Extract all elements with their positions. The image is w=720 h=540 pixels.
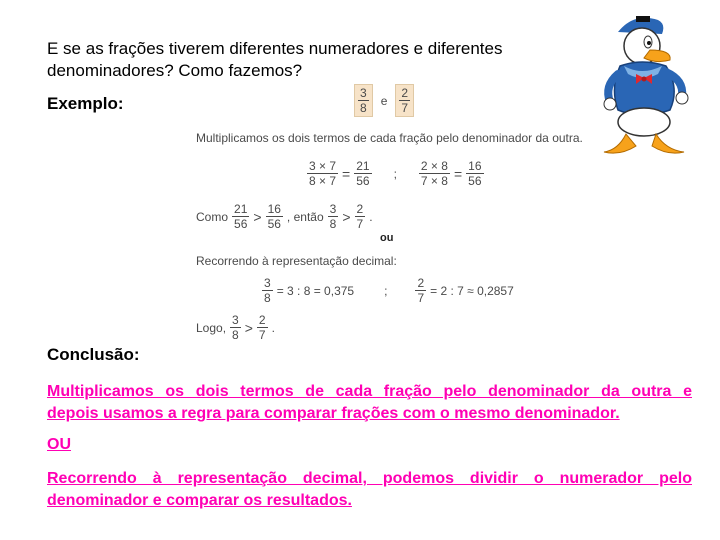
conclusion-ou: OU bbox=[47, 436, 71, 453]
conclusion-line-3: Recorrendo à representação decimal, podemos dividir o numerador pelo bbox=[47, 470, 692, 487]
exemplo-label: Exemplo: bbox=[47, 94, 124, 113]
calc-result-2: $\frac{16}{56}$ bbox=[468, 159, 482, 188]
conclusion-line-4: denominador e comparar os resultados. bbox=[47, 492, 352, 509]
example-fraction-b: $\frac{2}{7}$ bbox=[395, 84, 414, 117]
book-calc-row: $\frac{3 \times 7}{8 \times 7}$ = $\frac{21}{56}$ ; $\frac{2 \times 8}{7 \times 8}$ = $\frac{16}{56}$ bbox=[309, 159, 482, 188]
book-como-row: Como $\frac{21}{56}$ > $\frac{16}{56}$ , então $\frac{3}{8}$ > $\frac{2}{7}$ . bbox=[196, 202, 373, 231]
donald-duck-illustration bbox=[596, 10, 706, 160]
book-line-1: Multiplicamos os dois termos de cada fração pelo denominador da outra. bbox=[196, 131, 583, 145]
book-ou: ou bbox=[380, 232, 394, 244]
page-title: E se as frações tiverem diferentes numeradores e diferentes denominadores? Como fazemos? bbox=[47, 39, 503, 80]
calc-frac-2: $\frac{2 \times 8}{7 \times 8}$ bbox=[420, 159, 448, 188]
book-line-rec: Recorrendo à representação decimal: bbox=[196, 254, 397, 268]
conclusao-label: Conclusão: bbox=[47, 345, 140, 364]
example-fractions bbox=[354, 84, 414, 117]
book-decimal-row: $\frac{3}{8}$ = 3 : 8 = 0,375 ; $\frac{2}{7}$ = 2 : 7 ≈ 0,2857 bbox=[264, 276, 514, 305]
calc-result-1: $\frac{21}{56}$ bbox=[356, 159, 370, 188]
example-fraction-a: $\frac{3}{8}$ bbox=[354, 84, 373, 117]
book-logo-row: Logo, $\frac{3}{8}$ > $\frac{2}{7}$ . bbox=[196, 313, 275, 342]
example-conjunction: e bbox=[380, 93, 388, 108]
conclusion-line-1: Multiplicamos os dois termos de cada fração pelo denominador da outra e bbox=[47, 383, 692, 400]
calc-frac-1: $\frac{3 \times 7}{8 \times 7}$ bbox=[309, 159, 337, 188]
conclusion-line-2: depois usamos a regra para comparar frações com o mesmo denominador. bbox=[47, 405, 620, 422]
